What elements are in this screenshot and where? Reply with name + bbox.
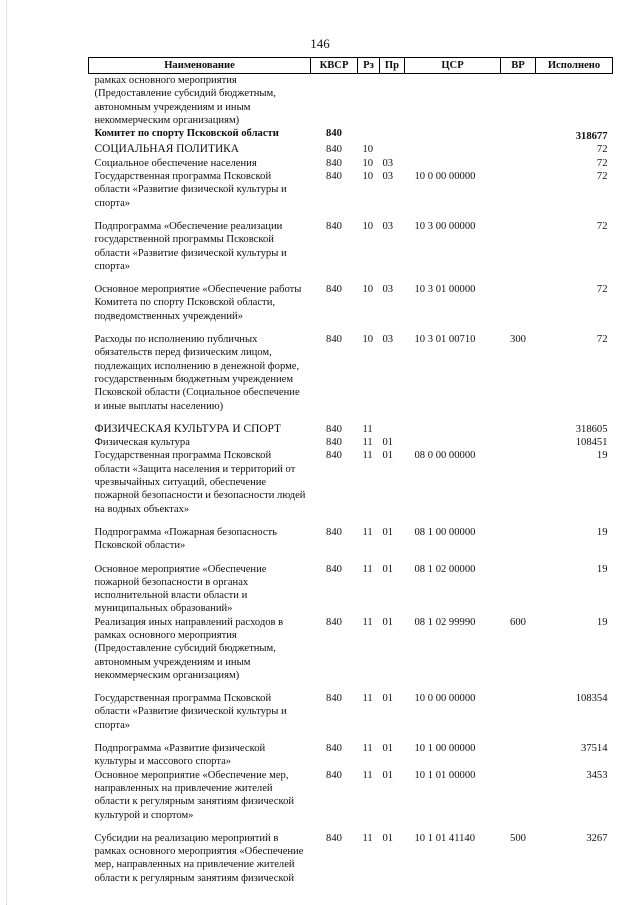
cell-name: СОЦИАЛЬНАЯ ПОЛИТИКА	[94, 143, 240, 156]
table-row	[89, 127, 613, 143]
table-row	[89, 210, 613, 273]
cell-isp: 3453	[586, 769, 608, 781]
cell-rz: 11	[362, 526, 373, 538]
cell-pr: 01	[382, 832, 394, 844]
cell-csr: 08 1 02 00000	[414, 563, 476, 575]
table-row	[89, 157, 613, 170]
cell-csr: 10 1 01 41140	[414, 832, 476, 844]
cell-rz: 10	[362, 157, 374, 169]
cell-rz: 11	[362, 616, 373, 628]
cell-kvsr: 840	[326, 171, 342, 183]
cell-kvsr: 840	[326, 437, 342, 449]
cell-kvsr: 840	[326, 157, 342, 169]
cell-rz: 10	[362, 144, 374, 156]
cell-vr	[501, 436, 536, 449]
table-body	[89, 74, 613, 886]
cell-kvsr: 840	[326, 128, 342, 140]
table-row	[89, 822, 613, 885]
cell-kvsr: 840	[326, 144, 342, 156]
cell-name: Физическая культура	[94, 437, 190, 449]
cell-pr: 03	[382, 284, 394, 296]
cell-rz: 10	[362, 171, 374, 183]
cell-name: Подпрограмма «Обеспечение реализации государственной программы Псковской области «Развитие физической культуры и спорта»	[94, 220, 287, 272]
cell-pr: 01	[382, 437, 394, 449]
cell-isp: 72	[596, 157, 608, 169]
cell-name: Основное мероприятие «Обеспечение работы Комитета по спорту Псковской области, подведомственных учреждений»	[94, 284, 302, 322]
cell-csr	[405, 413, 501, 436]
table-row	[89, 323, 613, 413]
cell-name: Основное мероприятие «Обеспечение мер, направленных на привлечение жителей области к регулярным занятиям физической культурой и спортом»	[94, 769, 295, 821]
cell-csr: 08 1 00 00000	[414, 526, 476, 538]
cell-rz: 11	[362, 832, 373, 844]
cell-pr: 01	[382, 450, 394, 462]
cell-rz	[358, 74, 380, 128]
cell-name: рамках основного мероприятия (Предоставление субсидий бюджетным, автономным учреждениям и иным некоммерческим организациям)	[94, 75, 276, 126]
table-row	[89, 449, 613, 515]
cell-pr: 01	[382, 526, 394, 538]
cell-pr: 03	[382, 334, 394, 346]
table-row	[89, 273, 613, 323]
cell-rz: 10	[362, 220, 374, 232]
cell-pr: 03	[382, 171, 394, 183]
budget-table	[88, 57, 613, 885]
cell-rz: 10	[362, 284, 374, 296]
cell-vr	[501, 74, 536, 128]
page-number: 146	[310, 36, 330, 51]
cell-vr	[501, 273, 536, 323]
cell-kvsr: 840	[326, 769, 342, 781]
cell-isp: 72	[596, 171, 608, 183]
cell-name: Подпрограмма «Пожарная безопасность Псковской области»	[94, 526, 277, 552]
cell-name: Расходы по исполнению публичных обязательств перед физическим лицом, подлежащих исполнению в денежной форме, государственным бюджетным учреждением Псковской области (Социальное обеспечение и иные выплаты населению)	[94, 334, 300, 412]
cell-rz: 11	[362, 450, 373, 462]
cell-isp: 72	[596, 144, 608, 156]
cell-isp: 318605	[575, 423, 608, 435]
cell-pr: 03	[382, 157, 394, 169]
cell-pr: 01	[382, 563, 394, 575]
cell-kvsr: 840	[326, 220, 342, 232]
cell-pr: 01	[382, 743, 394, 755]
cell-name: Комитет по спорту Псковской области	[94, 128, 279, 140]
cell-kvsr: 840	[326, 743, 342, 755]
cell-vr	[501, 553, 536, 616]
cell-csr	[405, 157, 501, 170]
cell-isp	[536, 74, 613, 128]
cell-kvsr: 840	[326, 693, 342, 705]
cell-vr	[501, 769, 536, 822]
cell-csr: 08 0 00 00000	[414, 450, 476, 462]
cell-csr: 10 1 01 00000	[414, 769, 476, 781]
cell-name: Государственная программа Псковской области «Развитие физической культуры и спорта»	[94, 693, 287, 731]
cell-pr: 03	[382, 220, 394, 232]
cell-isp: 72	[596, 334, 608, 346]
cell-kvsr	[311, 74, 358, 128]
table-row	[89, 413, 613, 436]
cell-csr: 10 3 01 00000	[414, 284, 476, 296]
cell-isp: 318677	[575, 131, 608, 143]
scan-edge	[6, 0, 8, 905]
cell-vr	[501, 449, 536, 515]
cell-name: Государственная программа Псковской области «Защита населения и территорий от чрезвычайных ситуаций, обеспечение пожарной безопасности и безопасности людей на водных объектах»	[94, 450, 306, 515]
cell-pr	[380, 74, 405, 128]
cell-vr: 600	[510, 616, 526, 628]
table-header-row	[89, 58, 613, 74]
cell-vr	[501, 413, 536, 436]
cell-vr: 500	[510, 832, 526, 844]
cell-name: Государственная программа Псковской области «Развитие физической культуры и спорта»	[94, 171, 287, 209]
cell-isp: 19	[596, 526, 608, 538]
cell-isp: 72	[596, 220, 608, 232]
cell-csr: 10 0 00 00000	[414, 693, 476, 705]
cell-name: Субсидии на реализацию мероприятий в рамках основного мероприятия «Обеспечение мер, направленных на привлечение жителей области к регулярным занятиям физической	[94, 832, 304, 884]
cell-isp: 3267	[586, 832, 608, 844]
cell-vr	[501, 516, 536, 553]
table-row	[89, 436, 613, 449]
table-row	[89, 769, 613, 822]
cell-kvsr: 840	[326, 526, 342, 538]
cell-pr: 01	[382, 693, 394, 705]
cell-pr: 01	[382, 769, 394, 781]
cell-isp: 19	[596, 616, 608, 628]
cell-csr: 10 1 00 00000	[414, 743, 476, 755]
cell-vr	[501, 210, 536, 273]
cell-csr	[405, 127, 501, 143]
table-row	[89, 143, 613, 156]
cell-pr	[380, 143, 405, 156]
column-header-kvsr: КВСР	[311, 58, 358, 74]
table-row	[89, 74, 613, 128]
cell-name: Основное мероприятие «Обеспечение пожарной безопасности в органах исполнительной власти области и муниципальных образований»	[94, 563, 267, 615]
column-header-csr: ЦСР	[405, 58, 501, 74]
cell-csr: 10 3 01 00710	[414, 334, 476, 346]
cell-csr	[405, 436, 501, 449]
cell-vr	[501, 143, 536, 156]
cell-kvsr: 840	[326, 450, 342, 462]
column-header-vr: ВР	[501, 58, 536, 74]
cell-vr	[501, 127, 536, 143]
cell-rz: 11	[362, 743, 373, 755]
cell-pr	[380, 127, 405, 143]
cell-rz: 11	[362, 437, 373, 449]
cell-rz	[358, 127, 380, 143]
cell-isp: 108354	[575, 693, 608, 705]
cell-name: Подпрограмма «Развитие физической культуры и массового спорта»	[94, 743, 266, 768]
cell-vr	[501, 170, 536, 210]
column-header-pr: Пр	[380, 58, 405, 74]
cell-pr	[380, 413, 405, 436]
cell-name: Реализация иных направлений расходов в рамках основного мероприятия (Предоставление субсидий бюджетным, автономным учреждениям и иным некоммерческим организациям)	[94, 616, 284, 681]
cell-name: ФИЗИЧЕСКАЯ КУЛЬТУРА И СПОРТ	[94, 422, 281, 435]
cell-name: Социальное обеспечение населения	[94, 157, 257, 169]
cell-vr	[501, 682, 536, 732]
cell-csr: 10 3 00 00000	[414, 220, 476, 232]
cell-vr	[501, 732, 536, 769]
table-row	[89, 732, 613, 769]
cell-csr	[405, 143, 501, 156]
cell-csr: 10 0 00 00000	[414, 171, 476, 183]
cell-vr: 300	[510, 334, 526, 346]
cell-rz: 11	[362, 423, 373, 435]
cell-csr: 08 1 02 99990	[414, 616, 476, 628]
cell-kvsr: 840	[326, 832, 342, 844]
cell-rz: 10	[362, 334, 374, 346]
column-header-rz: Рз	[358, 58, 380, 74]
cell-rz: 11	[362, 769, 373, 781]
cell-isp: 72	[596, 284, 608, 296]
column-header-isp: Исполнено	[536, 58, 613, 74]
table-row	[89, 682, 613, 732]
cell-vr	[501, 157, 536, 170]
cell-kvsr: 840	[326, 616, 342, 628]
cell-rz: 11	[362, 563, 373, 575]
column-header-name: Наименование	[89, 58, 311, 74]
cell-kvsr: 840	[326, 334, 342, 346]
table-row	[89, 616, 613, 682]
cell-isp: 19	[596, 563, 608, 575]
table-row	[89, 516, 613, 553]
cell-isp: 19	[596, 450, 608, 462]
cell-isp: 108451	[575, 437, 608, 449]
cell-rz: 11	[362, 693, 373, 705]
cell-kvsr: 840	[326, 423, 342, 435]
table-row	[89, 170, 613, 210]
cell-csr	[405, 74, 501, 128]
table-row	[89, 553, 613, 616]
cell-isp: 37514	[581, 743, 608, 755]
cell-kvsr: 840	[326, 563, 342, 575]
cell-pr: 01	[382, 616, 394, 628]
cell-kvsr: 840	[326, 284, 342, 296]
